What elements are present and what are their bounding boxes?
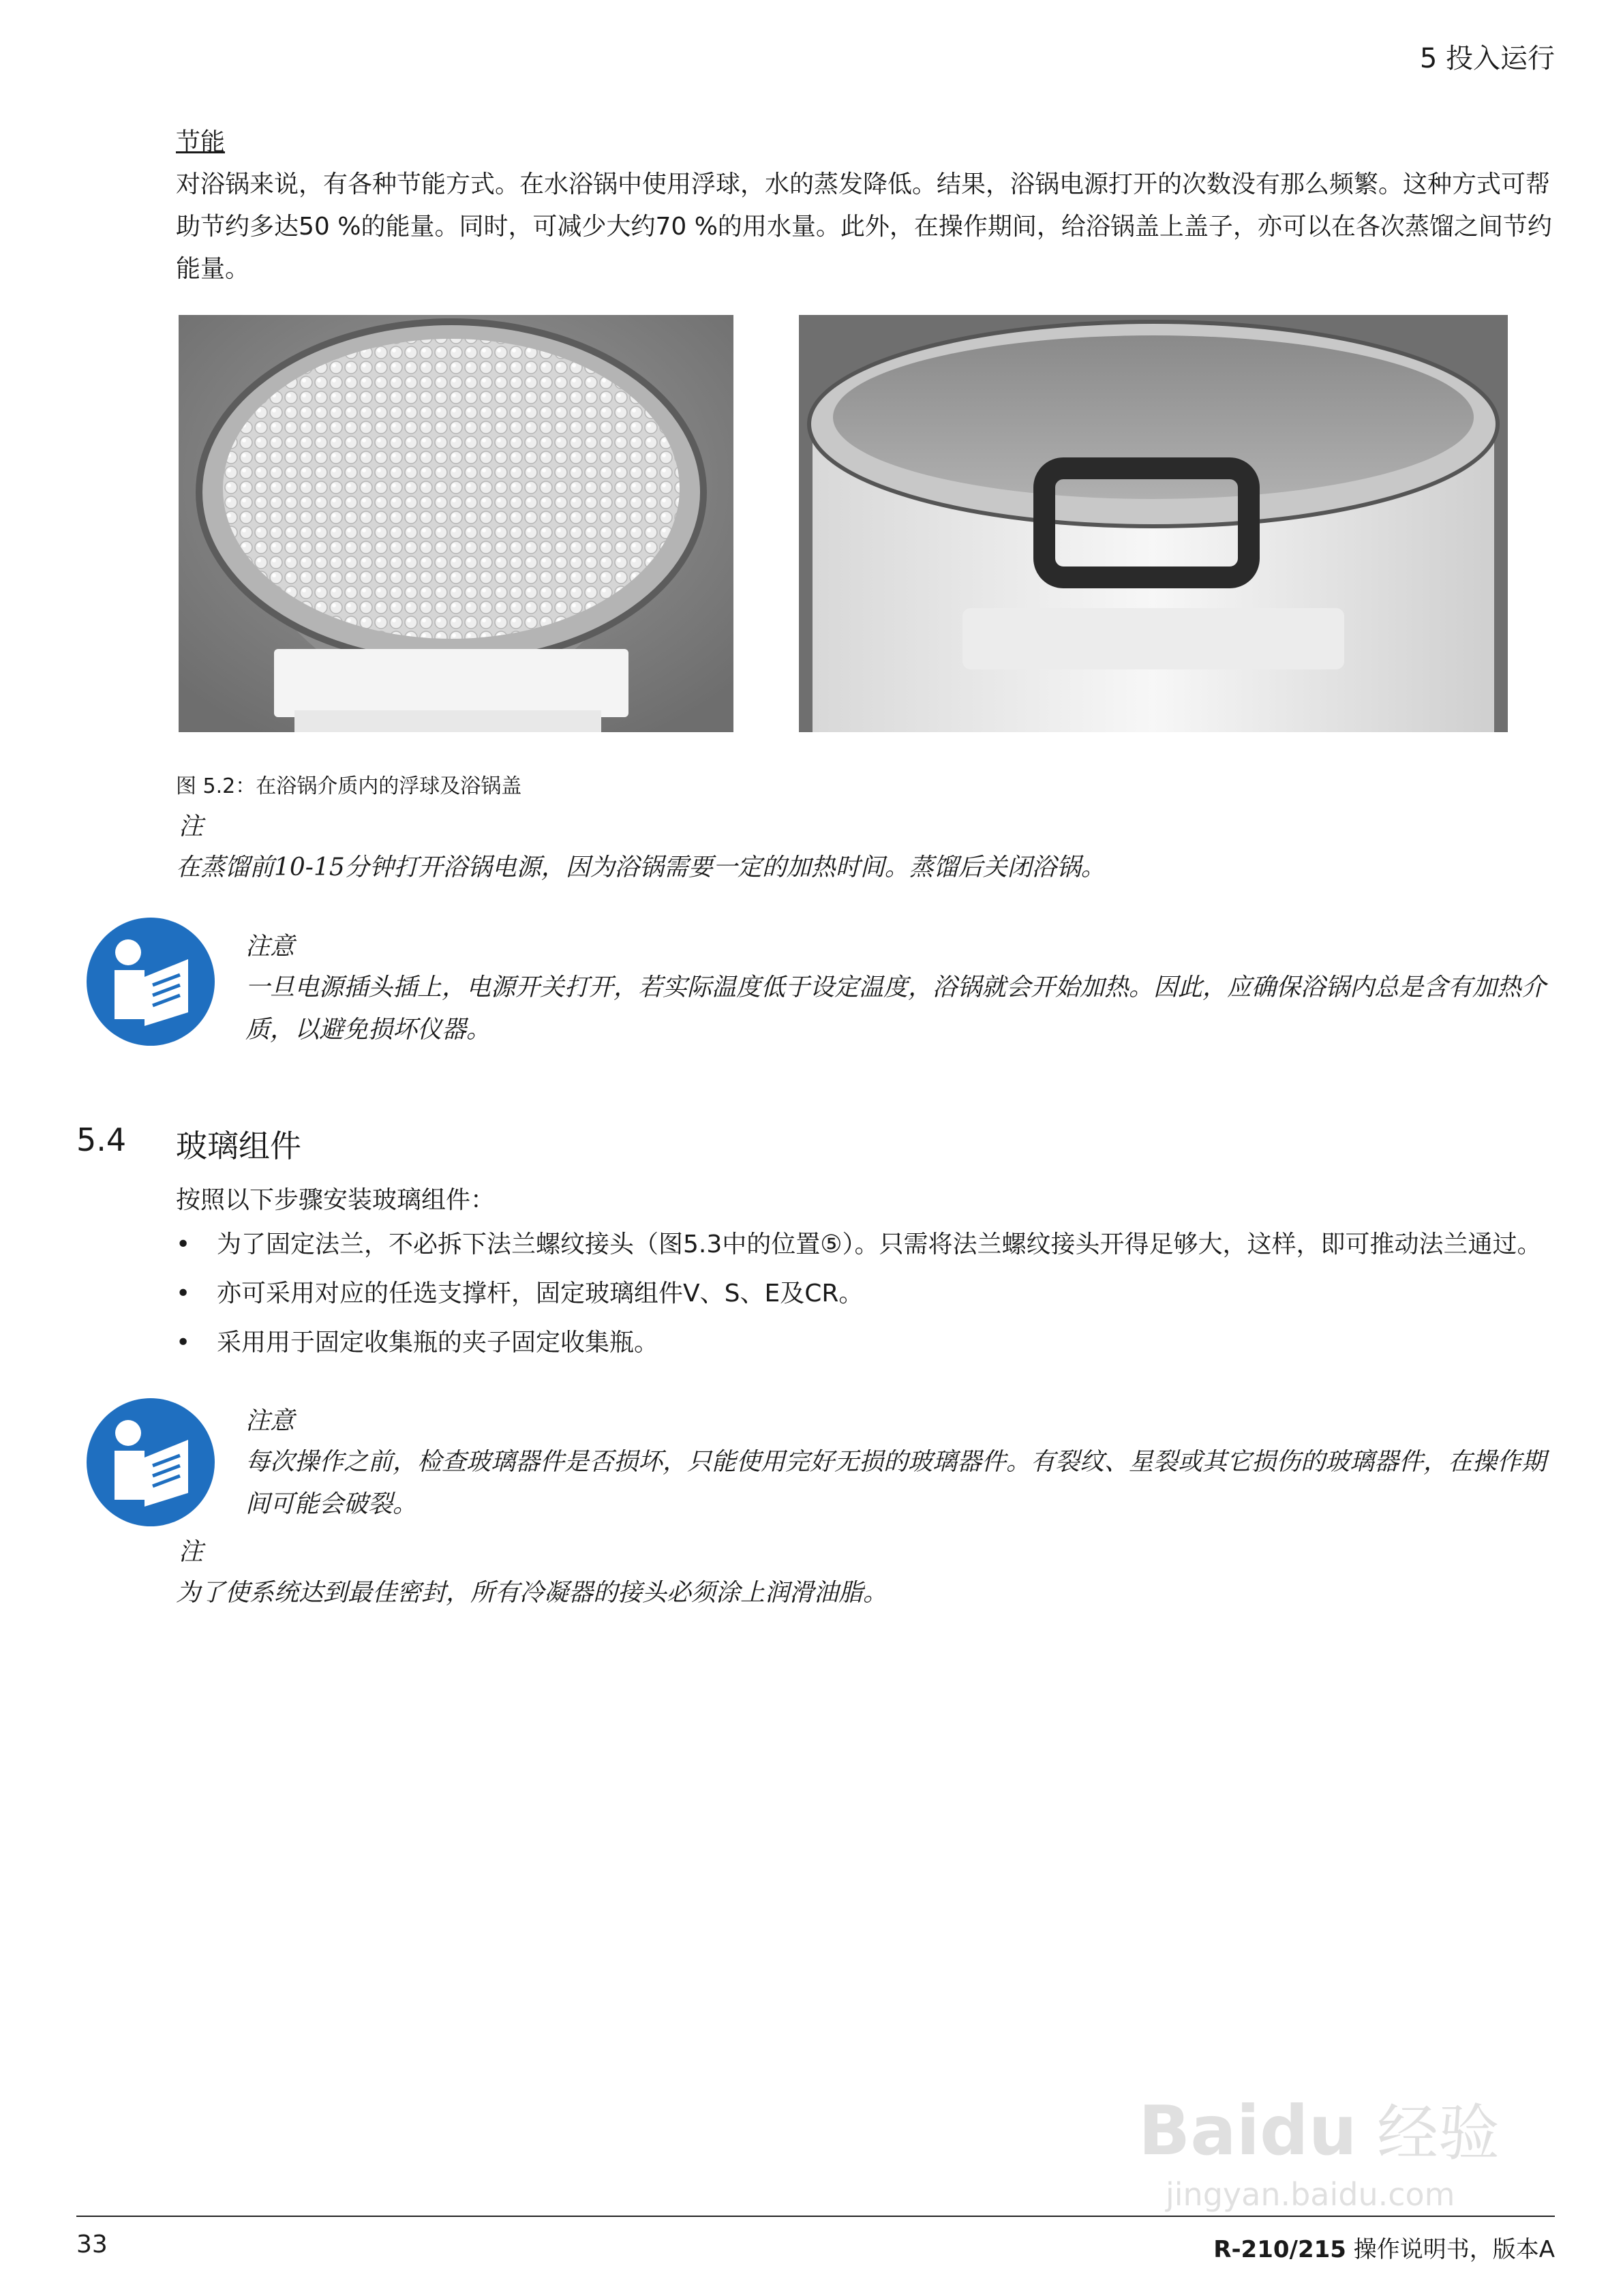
section-title: 玻璃组件 bbox=[176, 1128, 301, 1164]
caution-text: 每次操作之前，检查玻璃器件是否损坏，只能使用完好无损的玻璃器件。有裂纹、星裂或其它损伤的玻璃器件，在操作期间可能会破裂。 bbox=[245, 1448, 1547, 1518]
footer-rule bbox=[76, 2216, 1555, 2217]
watermark-brand2: du bbox=[1259, 2091, 1357, 2171]
list-item bbox=[176, 1322, 1560, 1364]
note-label: 注 bbox=[179, 813, 204, 841]
note-text: 为了使系统达到最佳密封，所有冷凝器的接头必须涂上润滑油脂。 bbox=[176, 1579, 888, 1607]
manual-read-icon bbox=[79, 910, 222, 1053]
caution-label: 注意 bbox=[245, 933, 295, 961]
bullet-icon: • bbox=[176, 1230, 191, 1258]
manual-read-icon bbox=[79, 1391, 222, 1534]
watermark-cn: 经验 bbox=[1377, 2098, 1500, 2169]
document-title: 操作说明书，版本A bbox=[1346, 2236, 1555, 2263]
note-label: 注 bbox=[179, 1538, 204, 1566]
section-number: 5.4 bbox=[76, 1121, 127, 1158]
document-id bbox=[1213, 2231, 1555, 2264]
watermark-brand: Bai bbox=[1138, 2091, 1260, 2171]
list-item-text: 亦可采用对应的任选支撑杆，固定玻璃组件V、S、E及CR。 bbox=[217, 1280, 864, 1308]
section-intro: 按照以下步骤安装玻璃组件： bbox=[176, 1186, 496, 1214]
energy-paragraph: 对浴锅来说，有各种节能方式。在水浴锅中使用浮球，水的蒸发降低。结果，浴锅电源打开的次数没有那么频繁。这种方式可帮助节约多达50 %的能量。同时，可减少大约70 %的用水量。此外，在操作期间，给浴锅盖上盖子，亦可以在各次蒸馏之间节约能量。 bbox=[176, 170, 1552, 283]
note-text: 在蒸馏前10-15分钟打开浴锅电源，因为浴锅需要一定的加热时间。蒸馏后关闭浴锅。 bbox=[176, 854, 1106, 881]
energy-heading: 节能 bbox=[176, 128, 226, 156]
svg-text:Baidu bbox=[1138, 2091, 1357, 2171]
caution-text: 一旦电源插头插上，电源开关打开，若实际温度低于设定温度，浴锅就会开始加热。因此，应确保浴锅内总是含有加热介质，以避免损坏仪器。 bbox=[245, 973, 1547, 1044]
list-item bbox=[176, 1224, 1560, 1266]
install-steps-list bbox=[176, 1224, 1560, 1371]
list-item-text: 为了固定法兰，不必拆下法兰螺纹接头（图5.3中的位置⑤）。只需将法兰螺纹接头开得足够大，这样，即可推动法兰通过。 bbox=[217, 1230, 1542, 1258]
caution-label: 注意 bbox=[245, 1407, 295, 1435]
model-number: R-210/215 bbox=[1213, 2236, 1346, 2263]
photo-float-balls bbox=[179, 315, 733, 732]
figure-caption: 图 5.2：在浴锅介质内的浮球及浴锅盖 bbox=[176, 774, 522, 798]
baidu-watermark bbox=[1138, 2079, 1547, 2216]
list-item bbox=[176, 1273, 1560, 1315]
bullet-icon: • bbox=[176, 1329, 191, 1357]
chapter-header: 5 投入运行 bbox=[1419, 43, 1555, 74]
photo-bath-lid bbox=[799, 315, 1508, 732]
watermark-url: jingyan.baidu.com bbox=[1166, 2176, 1455, 2213]
bullet-icon: • bbox=[176, 1280, 191, 1308]
page-number: 33 bbox=[76, 2231, 108, 2259]
list-item-text: 采用用于固定收集瓶的夹子固定收集瓶。 bbox=[217, 1329, 659, 1357]
